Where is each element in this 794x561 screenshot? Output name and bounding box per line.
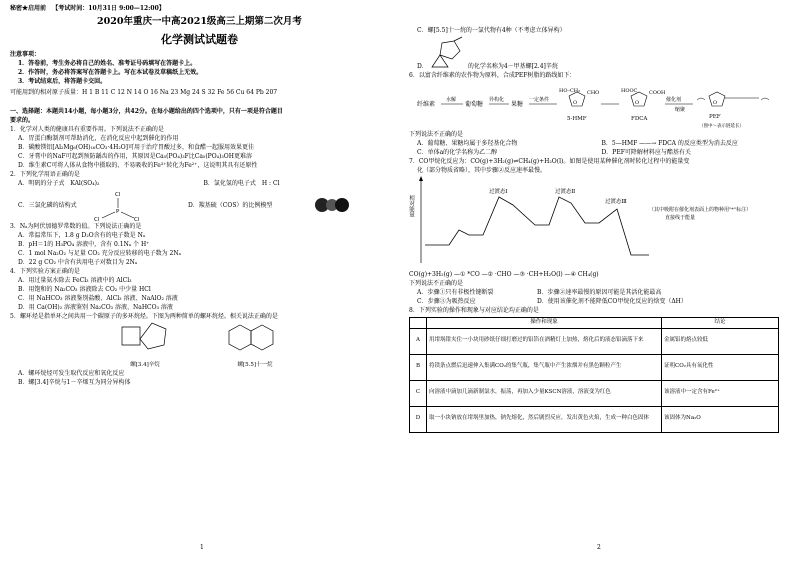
q8-row-key: B [410, 354, 427, 380]
ts2-label: 过渡态Ⅱ [555, 189, 576, 195]
q6-option-b: B．5—HMF ——→ FDCA 的反应类型为消去反应 [601, 140, 738, 147]
table-row [410, 406, 779, 432]
q7-option-d: D．使用该催化剂不能降低CO甲烷化反应的焓变（ΔH） [537, 298, 687, 305]
chain-fructose: 果糖 [511, 101, 524, 108]
q5-figures [10, 321, 389, 369]
svg-text:O: O [635, 100, 640, 106]
q5-option-c: C．螺[5.5]十一烷的一氯代物有4种（不考虑立体异构） [417, 27, 566, 34]
q5-option-a: A．螺环烷烃可发生取代反应和氧化反应 [18, 370, 125, 377]
energy-curve [425, 197, 649, 255]
confidential-mark: 秘密★启用前 [10, 5, 47, 12]
q8-header-operation: 操作和现象 [427, 318, 662, 329]
q4-option-a: A．用过量氨水除去 FeCl₃ 溶液中的 AlCl₃ [18, 277, 132, 284]
q3-stem: 3．Nₐ为阿伏加德罗常数的值。下列说法正确的是 [10, 223, 142, 230]
methyl-spiro-structure-icon [428, 37, 468, 71]
cos-space-filling-model-icon [313, 195, 353, 215]
q2-option-a: A．明矾的分子式 KAl(SO₄)₂ [18, 180, 100, 187]
ts1-label: 过渡态Ⅰ [489, 189, 508, 195]
q6-option-c: C．单体a的化学名称为乙二醇 [417, 149, 498, 156]
q7-option-c: C．步骤③为吸热反应 [417, 298, 476, 305]
section-1-heading-cont: 要求的。 [10, 117, 35, 124]
q4-option-c: C．用 NaHCO₃ 溶液鉴别盐酸、AlCl₃ 溶液、NaAlO₂ 溶液 [18, 295, 178, 302]
svg-text:HO–CH₂: HO–CH₂ [559, 88, 581, 94]
q7-option-a: A．步骤①只有非极性键断裂 [417, 289, 494, 296]
q8-row-operation: 用坩埚钳夹住一小块用砂纸仔细打磨过的铝箔在酒精灯上加热，熔化后的液态铝滴落下来 [427, 328, 662, 354]
header-line [10, 4, 389, 13]
q8-row-conclusion: 该固体为Na₂O [662, 406, 779, 432]
atomic-masses: 可能用到的相对原子质量：H 1 B 11 C 12 N 14 O 16 Na 23 Mg 24 S 32 Fe 56 Cu 64 Pb 207 [10, 89, 278, 96]
spiro-octane-icon [110, 319, 180, 357]
table-row [410, 354, 779, 380]
q6-stem-2: 下列说法不正确的是 [409, 131, 464, 138]
q6-option-a: A．葡萄糖、果糖均属于多羟基化合物 [417, 140, 518, 147]
q2-option-c: C．三氯化磷的结构式 [18, 201, 77, 209]
svg-text:O: O [573, 100, 578, 106]
q7-stem-b: 化（部分物质省略），其中步骤②反应速率最慢。 [417, 167, 547, 174]
chain-glucose: 葡萄糖 [465, 101, 484, 108]
q2-options-cd [10, 188, 389, 222]
section-1-heading: 一、选择题：本题共14小题，每小题3分，共42分。在每小题给出的四个选项中，只有一项是符合题目 [10, 108, 283, 115]
q7-stem-2: 下列说法不正确的是 [409, 280, 464, 287]
table-row [410, 328, 779, 354]
q2-options-ab [10, 179, 389, 188]
q4-stem: 4．下列实验方案正确的是 [10, 268, 80, 275]
q2-option-b: B．氯化氢的电子式 H : Cl [203, 180, 280, 187]
svg-text:Cl: Cl [115, 192, 121, 198]
q5-option-d-text: 的化学名称为4－甲基螺[2.4]辛烷 [467, 63, 558, 70]
q1-option-b: B．碳酸镁铝[Al₂Mg₆(OH)₁₆CO₃·4H₂O]可用于治疗胃酸过多，和食醋一起服用效果更佳 [18, 144, 254, 151]
exam-subtitle: 化学测试试题卷 [161, 33, 238, 46]
chain-pef: PEF [709, 114, 721, 120]
q3-option-c: C．1 mol Na₂O₂ 与足量 CO₂ 充分反应转移的电子数为 2Nₐ [18, 250, 181, 257]
svg-text:Cl: Cl [94, 217, 100, 223]
q1-stem: 1．化学对人类的健康具有重要作用。下列说法不正确的是 [10, 126, 164, 133]
q8-stem: 8．下列实验的操作和现象与对应结论均正确的是 [409, 307, 539, 314]
q1-option-c: C．牙膏中的NaF可起到预防龋齿的作用，其原因是Ca₅(PO₄)₃F比Ca₅(PO₄)₃OH更难溶 [18, 153, 252, 160]
arrow-hydrolysis: 水解 [446, 97, 457, 103]
exam-time: 【考试时间：10月31日 9:00—12:00】 [52, 5, 165, 12]
spiro34-label: 螺[3.4]辛烷 [130, 362, 160, 368]
q3-option-d: D．22 g CO₂ 中含有共用电子对数目为 2Nₐ [18, 259, 138, 266]
svg-text:P: P [116, 209, 120, 215]
q8-row-key: A [410, 328, 427, 354]
note-1: 1．答卷前，考生务必将自己的姓名、准考证号码填写在答题卡上。 [18, 60, 197, 67]
q7-options-cd [409, 297, 786, 306]
arrow-catalyst: 催化剂 [666, 97, 682, 103]
side-note-2: 直接线于能量 [665, 215, 696, 221]
svg-text:HOOC: HOOC [621, 88, 638, 94]
q6-options-ab [409, 139, 786, 148]
q8-row-conclusion: 该溶液中一定含有Fe²⁺ [662, 380, 779, 406]
svg-text:COOH: COOH [649, 90, 666, 96]
pcl3-structure-icon [88, 188, 148, 222]
q8-header-row [410, 318, 779, 329]
spiro55-figure [200, 319, 310, 369]
q8-row-operation: 将镁条点燃后迅速伸入集满CO₂的集气瓶，集气瓶中产生浓烟并有黑色颗粒产生 [427, 354, 662, 380]
pef-synthesis-route [409, 80, 789, 130]
chain-fdca: FDCA [631, 116, 648, 122]
q7-stem: 7．CO甲烷化反应为：CO(g)+3H₂(g)⇌CH₄(g)+H₂O(l)。如图是使用某种催化剂时转化过程中的能量变 [409, 158, 690, 165]
q2-stem: 2．下列化学用语正确的是 [10, 171, 80, 178]
q8-row-conclusion: 金属铝的熔点较低 [662, 328, 779, 354]
spiro34-figure [90, 319, 200, 369]
q7-options-ab [409, 288, 786, 297]
q8-header-key [410, 318, 427, 329]
energy-profile-diagram [409, 175, 789, 270]
ts3-label: 过渡态Ⅲ [605, 199, 627, 205]
note-3: 3．考试结束后，将答题卡交回。 [18, 78, 107, 85]
svg-text:Cl: Cl [134, 217, 140, 223]
q6-options-cd [409, 148, 786, 157]
q4-option-b: B．用饱和的 Na₂CO₃ 溶液除去 CO₂ 中少量 HCl [18, 286, 151, 293]
note-2: 2．作答时，务必将答案写在答题卡上。写在本试卷及草稿纸上无效。 [18, 69, 203, 76]
q7-option-b: B．步骤②速率最慢的原因可能是其活化能最高 [537, 289, 662, 296]
q8-row-key: D [410, 406, 427, 432]
q8-row-conclusion: 证明CO₂具有氧化性 [662, 354, 779, 380]
q8-row-operation: 向溶液中滴加几滴新制氯水，振荡，再加入少量KSCN溶液，溶液变为红色 [427, 380, 662, 406]
q8-table [409, 317, 779, 433]
q6-stem: 6．以富含纤维素的农作物为原料，合成PEF树脂的路线如下： [409, 72, 576, 79]
chain-cellulose: 纤维素 [417, 101, 436, 108]
notes-title: 注意事项： [10, 51, 41, 58]
q3-option-a: A．常温常压下，1.8 g D₂O含有的电子数是 Nₐ [18, 232, 146, 239]
page-2 [397, 0, 794, 561]
spiro-undecane-icon [220, 319, 290, 357]
chain-extension-note: （图中～表示链延长） [699, 124, 744, 129]
q3-option-b: B．pH＝1的 H₃PO₄ 溶液中，含有 0.1Nₐ 个 H⁺ [18, 241, 150, 248]
q8-row-key: C [410, 380, 427, 406]
table-row [410, 380, 779, 406]
exam-title: 2020年重庆一中高2021级高三上期第二次月考 [97, 16, 302, 27]
arrow-polycondensation: 缩聚 [675, 107, 686, 113]
q2-option-d: D．羰基硫（COS）的比例模型 [188, 201, 273, 209]
energy-axis-label: 相对能量 [408, 195, 414, 217]
arrow-condition: 一定条件 [529, 97, 550, 103]
chain-5hmf: 5-HMF [567, 116, 587, 122]
q8-header-conclusion: 结论 [662, 318, 779, 329]
q5-option-d-row [409, 35, 786, 71]
q5-stem: 5．螺环烃是指单环之间共用一个碳原子的多环烷烃。下图为两种简单的螺环烷烃。相关说法正确的是 [10, 313, 278, 320]
q1-option-d: D．维生素C可将人体从食物中摄取的、不易吸收的Fe³⁺转化为Fe²⁺，这说明其具有还原性 [18, 162, 258, 169]
arrow-isomerization: 异构化 [489, 97, 505, 103]
page-number-1: 1 [200, 544, 204, 551]
spiro55-label: 螺[5.5]十一烷 [237, 362, 273, 368]
page-number-2: 2 [597, 544, 601, 551]
q6-option-d: D．PEF可降解材料应与酯基有关 [601, 149, 691, 156]
q1-option-a: A．胃蛋白酶制剂可帮助消化，在消化反应中起到催化的作用 [18, 135, 179, 142]
adsorbed-species-note: （其中吸附在催化剂表面上的物种用"*"标注） [649, 207, 752, 213]
q5-option-b: B．螺[3.4]辛烷与1－辛烯互为同分异构体 [18, 379, 131, 386]
q4-option-d: D．用 Ca(OH)₂ 溶液鉴别 Na₂CO₃ 溶液、NaHCO₃ 溶液 [18, 304, 173, 311]
q5-option-d-label: D． [417, 63, 428, 70]
svg-text:O: O [713, 100, 718, 106]
q8-row-operation: 取一小块钠放在坩埚里加热，钠先熔化，然后剧烈反应，发出黄色火焰，生成一种白色固体 [427, 406, 662, 432]
svg-text:CHO: CHO [587, 90, 600, 96]
q7-reaction-path: CO(g)+3H₂(g) —① *CO —② ·CHO —③ ·CH+H₂O(l) —④ CH₄(g) [409, 271, 599, 278]
